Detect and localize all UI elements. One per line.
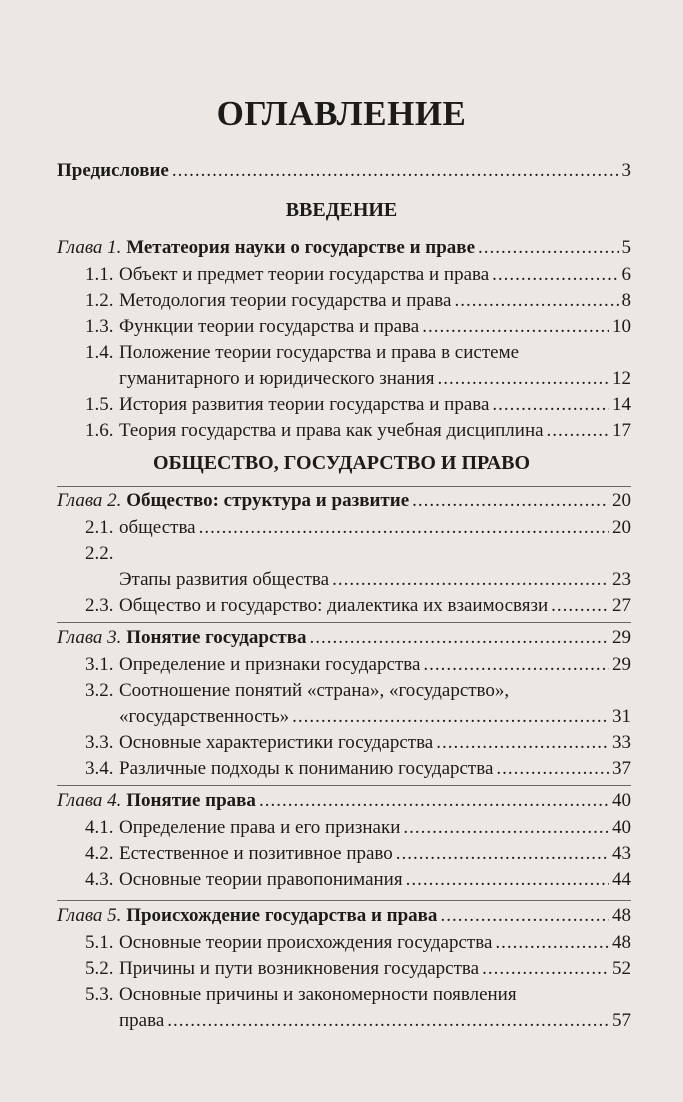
dot-leader <box>440 903 609 928</box>
page-number: 27 <box>612 595 631 616</box>
entry-number: 1.5. <box>85 394 114 415</box>
entry-number: 2.2. <box>85 543 114 564</box>
page-number: 10 <box>612 316 631 337</box>
entry-number: 4.3. <box>85 869 114 890</box>
section-heading: ОБЩЕСТВО, ГОСУДАРСТВО И ПРАВО <box>152 452 531 474</box>
toc-subentry-continuation[interactable] <box>119 366 631 391</box>
page-number: 3 <box>621 160 631 181</box>
entry-number: 1.1. <box>85 264 114 285</box>
entry-label: Предисловие <box>57 160 169 181</box>
toc-entry-preface[interactable] <box>57 158 631 183</box>
section-heading: ВВЕДЕНИЕ <box>285 199 398 221</box>
page-number: 48 <box>612 905 631 926</box>
dot-leader <box>412 488 609 513</box>
toc-subentry[interactable] <box>85 841 631 866</box>
toc-subentry[interactable] <box>85 756 631 781</box>
entry-label: Основные теории правопонимания <box>119 869 403 890</box>
toc-subentry[interactable] <box>85 262 631 287</box>
page-number: 43 <box>612 843 631 864</box>
dot-leader <box>172 158 619 183</box>
page-number: 6 <box>621 264 631 285</box>
chapter-separator <box>57 622 631 623</box>
entry-label: Различные подходы к пониманию государства <box>119 758 494 779</box>
chapter-title: Понятие права <box>126 790 256 811</box>
entry-label: Методология теории государства и права <box>119 290 452 311</box>
entry-label: Основные характеристики государства <box>119 732 434 753</box>
toc-subentry-continuation[interactable] <box>119 1008 631 1033</box>
toc-subentry[interactable] <box>85 288 631 313</box>
toc-subentry[interactable] <box>85 730 631 755</box>
chapter-prefix: Глава 1. <box>57 237 122 258</box>
chapter-prefix: Глава 3. <box>57 627 122 648</box>
page-number: 44 <box>612 869 631 890</box>
chapter-separator <box>57 900 631 901</box>
dot-leader <box>292 704 609 729</box>
toc-chapter-entry[interactable] <box>57 625 631 650</box>
dot-leader <box>495 930 609 955</box>
entry-number: 5.2. <box>85 958 114 979</box>
toc-subentry-continuation[interactable] <box>119 704 631 729</box>
dot-leader <box>396 841 609 866</box>
toc-subentry[interactable] <box>85 652 631 677</box>
dot-leader <box>310 625 609 650</box>
entry-number: 1.3. <box>85 316 114 337</box>
toc-subentry[interactable] <box>85 515 631 540</box>
dot-leader <box>199 515 609 540</box>
chapter-separator <box>57 486 631 487</box>
entry-number: 3.3. <box>85 732 114 753</box>
toc-subentry-continuation[interactable] <box>119 567 631 592</box>
toc-chapter-entry[interactable] <box>57 903 631 928</box>
toc-chapter-entry[interactable] <box>57 488 631 513</box>
page-number: 33 <box>612 732 631 753</box>
entry-label: Определение и признаки государства <box>119 654 421 675</box>
toc-subentry[interactable] <box>85 593 631 618</box>
entry-number: 3.4. <box>85 758 114 779</box>
toc-subentry[interactable] <box>85 930 631 955</box>
entry-label: Определение права и его признаки <box>119 817 401 838</box>
chapter-separator <box>57 785 631 786</box>
toc-subentry[interactable] <box>85 418 631 443</box>
dot-leader <box>547 418 609 443</box>
entry-label: гуманитарного и юридического знания <box>119 368 435 389</box>
entry-number: 4.1. <box>85 817 114 838</box>
entry-label: Функции теории государства и права <box>119 316 420 337</box>
toc-subentry[interactable] <box>85 956 631 981</box>
page-number: 40 <box>612 817 631 838</box>
chapter-title: Понятие государства <box>126 627 307 648</box>
chapter-title: Общество: структура и развитие <box>126 490 410 511</box>
entry-number: 2.1. <box>85 517 114 538</box>
entry-number: 3.1. <box>85 654 114 675</box>
page-number: 40 <box>612 790 631 811</box>
dot-leader <box>422 314 609 339</box>
toc-subentry[interactable] <box>85 982 631 1007</box>
chapter-title: Метатеория науки о государстве и праве <box>126 237 475 258</box>
dot-leader <box>492 262 618 287</box>
page-number: 12 <box>612 368 631 389</box>
entry-label: Положение теории государства и права в системе <box>119 342 520 363</box>
dot-leader <box>423 652 609 677</box>
page-number: 29 <box>612 627 631 648</box>
dot-leader <box>436 730 609 755</box>
toc-subentry[interactable] <box>85 867 631 892</box>
toc-subentry[interactable] <box>85 314 631 339</box>
entry-label: общества <box>119 517 196 538</box>
toc-subentry[interactable] <box>85 678 631 703</box>
entry-number: 2.3. <box>85 595 114 616</box>
entry-number: 5.1. <box>85 932 114 953</box>
toc-chapter-entry[interactable] <box>57 788 631 813</box>
dot-leader <box>551 593 609 618</box>
entry-label: Этапы развития общества <box>119 569 330 590</box>
entry-label: Теория государства и права как учебная дисциплина <box>119 420 544 441</box>
entry-number: 4.2. <box>85 843 114 864</box>
page-number: 23 <box>612 569 631 590</box>
entry-label: Основные теории происхождения государства <box>119 932 493 953</box>
toc-subentry[interactable] <box>85 340 631 365</box>
chapter-prefix: Глава 4. <box>57 790 122 811</box>
toc-chapter-entry[interactable] <box>57 235 631 260</box>
toc-subentry[interactable] <box>85 541 631 566</box>
entry-label: Естественное и позитивное право <box>119 843 393 864</box>
dot-leader <box>406 867 609 892</box>
dot-leader <box>478 235 619 260</box>
dot-leader <box>259 788 609 813</box>
dot-leader <box>167 1008 609 1033</box>
entry-number: 5.3. <box>85 984 114 1005</box>
page-number: 57 <box>612 1010 631 1031</box>
chapter-prefix: Глава 5. <box>57 905 122 926</box>
entry-label: Общество и государство: диалектика их взаимосвязи <box>119 595 549 616</box>
chapter-title: Происхождение государства и права <box>126 905 438 926</box>
entry-number: 1.2. <box>85 290 114 311</box>
page-number: 31 <box>612 706 631 727</box>
dot-leader <box>454 288 618 313</box>
toc-subentry[interactable] <box>85 392 631 417</box>
dot-leader <box>437 366 609 391</box>
page-number: 8 <box>621 290 631 311</box>
entry-label: История развития теории государства и права <box>119 394 490 415</box>
dot-leader <box>496 756 609 781</box>
entry-label: Соотношение понятий «страна», «государство», <box>119 680 510 701</box>
page-number: 20 <box>612 517 631 538</box>
page-number: 20 <box>612 490 631 511</box>
toc-subentry[interactable] <box>85 815 631 840</box>
chapter-prefix: Глава 2. <box>57 490 122 511</box>
entry-label: Объект и предмет теории государства и права <box>119 264 490 285</box>
dot-leader <box>332 567 609 592</box>
dot-leader <box>403 815 609 840</box>
page-number: 37 <box>612 758 631 779</box>
entry-number: 3.2. <box>85 680 114 701</box>
entry-number: 1.4. <box>85 342 114 363</box>
page-number: 29 <box>612 654 631 675</box>
page-number: 17 <box>612 420 631 441</box>
entry-label: «государственность» <box>119 706 290 727</box>
page-title: ОГЛАВЛЕНИЕ <box>216 94 467 133</box>
entry-label: Основные причины и закономерности появления <box>119 984 517 1005</box>
entry-label: Причины и пути возникновения государства <box>119 958 480 979</box>
dot-leader <box>482 956 609 981</box>
entry-number: 1.6. <box>85 420 114 441</box>
dot-leader <box>492 392 609 417</box>
page-number: 14 <box>612 394 631 415</box>
entry-label: права <box>119 1010 165 1031</box>
page-number: 48 <box>612 932 631 953</box>
page-number: 52 <box>612 958 631 979</box>
page-number: 5 <box>621 237 631 258</box>
